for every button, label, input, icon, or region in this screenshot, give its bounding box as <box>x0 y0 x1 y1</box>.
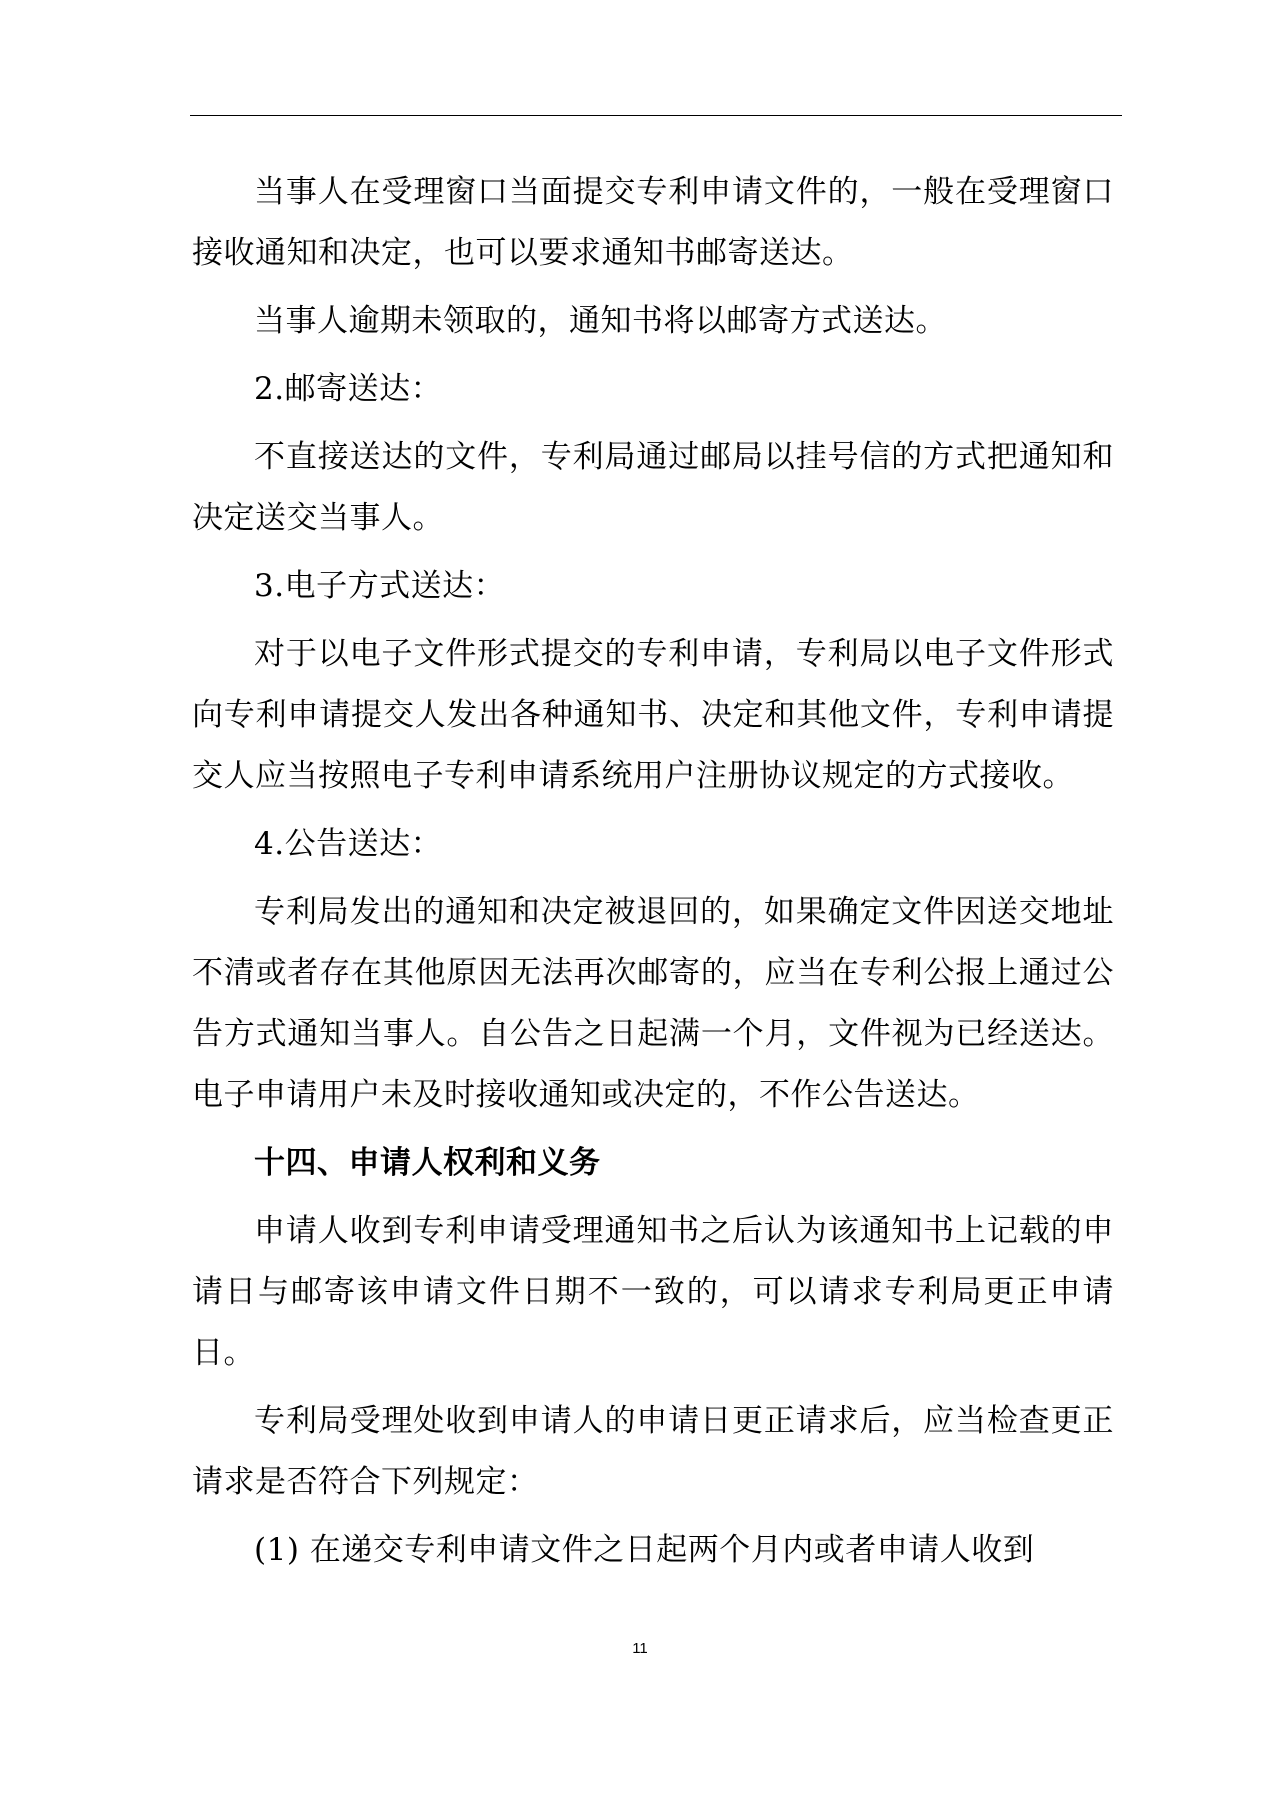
paragraph: 不直接送达的文件，专利局通过邮局以挂号信的方式把通知和决定送交当事人。 <box>192 439 1114 536</box>
document-body <box>192 162 1114 1588</box>
paragraph: 2.邮寄送达： <box>254 371 443 407</box>
paragraph: 当事人逾期未领取的，通知书将以邮寄方式送达。 <box>254 303 947 339</box>
page-number: 11 <box>632 1640 648 1657</box>
paragraph: 专利局发出的通知和决定被退回的，如果确定文件因送交地址不清或者存在其他原因无法再次邮寄的，应当在专利公报上通过公告方式通知当事人。自公告之日起满一个月，文件视为已经送达。电子申请用户未及时接收通知或决定的，不作公告送达。 <box>192 894 1114 1113</box>
paragraph: 申请人收到专利申请受理通知书之后认为该通知书上记载的申请日与邮寄该申请文件日期不一致的，可以请求专利局更正申请日。 <box>192 1213 1114 1371</box>
paragraph: 对于以电子文件形式提交的专利申请，专利局以电子文件形式向专利申请提交人发出各种通知书、决定和其他文件，专利申请提交人应当按照电子专利申请系统用户注册协议规定的方式接收。 <box>192 636 1114 794</box>
paragraph: 4.公告送达： <box>254 826 443 862</box>
header-rule <box>190 115 1122 116</box>
paragraph: 专利局受理处收到申请人的申请日更正请求后，应当检查更正请求是否符合下列规定： <box>192 1403 1114 1500</box>
section-heading: 十四、申请人权利和义务 <box>254 1145 601 1181</box>
paragraph: (1) 在递交专利申请文件之日起两个月内或者申请人收到 <box>254 1532 1035 1568</box>
paragraph: 3.电子方式送达： <box>254 568 506 604</box>
paragraph: 当事人在受理窗口当面提交专利申请文件的，一般在受理窗口接收通知和决定，也可以要求通知书邮寄送达。 <box>192 174 1114 271</box>
